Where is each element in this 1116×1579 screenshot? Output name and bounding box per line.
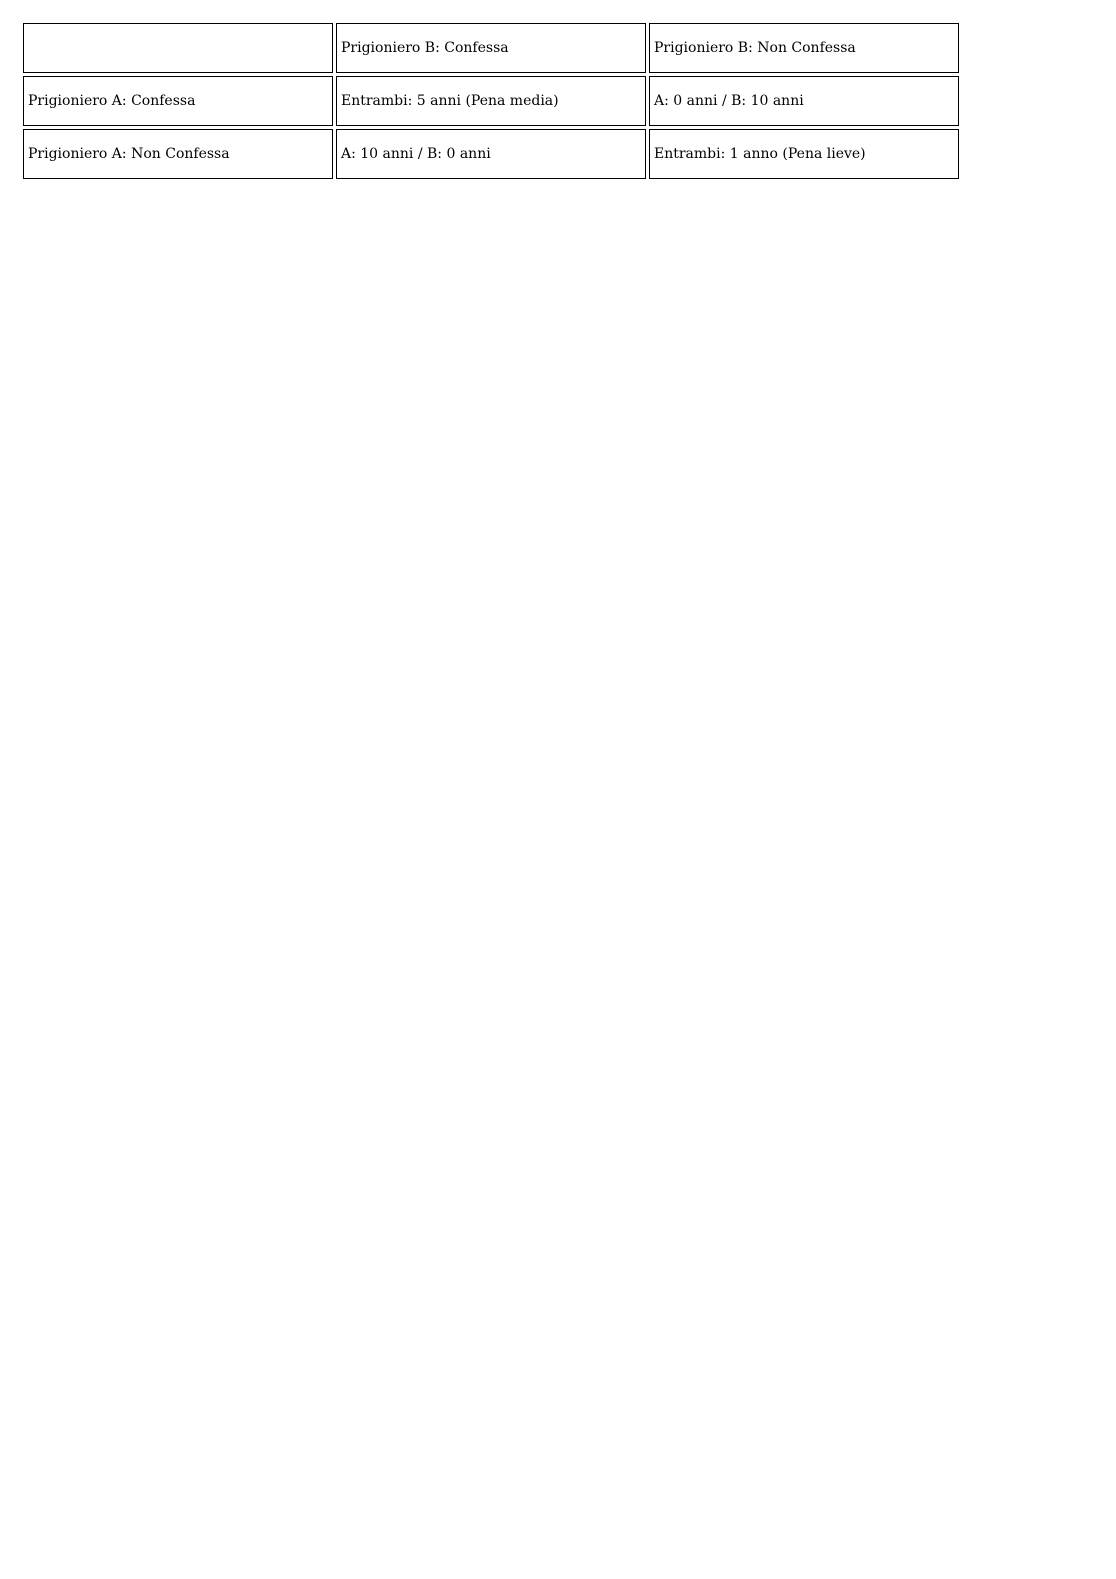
table-cell: Entrambi: 1 anno (Pena lieve) bbox=[649, 129, 959, 179]
table-cell: Prigioniero B: Non Confessa bbox=[649, 23, 959, 73]
table-cell bbox=[23, 23, 333, 73]
table-cell: Entrambi: 5 anni (Pena media) bbox=[336, 76, 646, 126]
table-row bbox=[23, 23, 959, 73]
table-cell: Prigioniero A: Non Confessa bbox=[23, 129, 333, 179]
payoff-table bbox=[20, 20, 962, 182]
table-cell: Prigioniero A: Confessa bbox=[23, 76, 333, 126]
table-row bbox=[23, 129, 959, 179]
table-cell: A: 10 anni / B: 0 anni bbox=[336, 129, 646, 179]
table-cell: A: 0 anni / B: 10 anni bbox=[649, 76, 959, 126]
table-row bbox=[23, 76, 959, 126]
table-cell: Prigioniero B: Confessa bbox=[336, 23, 646, 73]
